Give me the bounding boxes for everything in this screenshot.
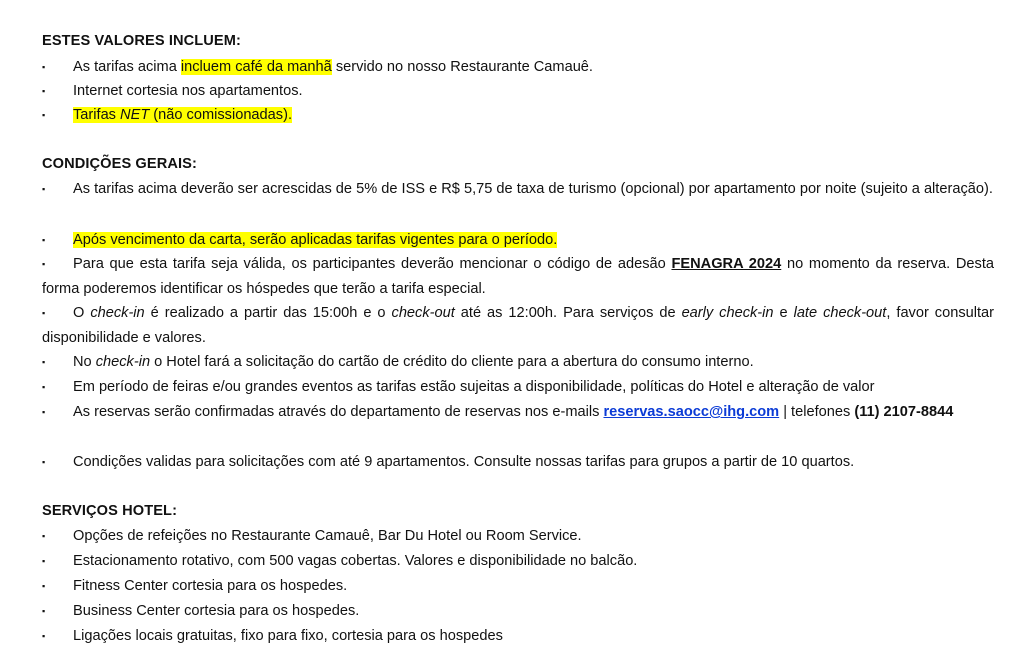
list-item: ▪ Em período de feiras e/ou grandes eventos as tarifas estão sujeitas a disponibilidade, políticas do Hotel e alteração de valor <box>42 375 994 400</box>
bullet-icon: ▪ <box>42 407 46 417</box>
list-item <box>42 228 994 253</box>
phone-number: (11) 2107-8844 <box>854 404 954 420</box>
conditions-heading: CONDIÇÕES GERAIS: <box>42 156 197 172</box>
bullet-icon: ▪ <box>42 86 46 96</box>
list-item <box>42 103 994 128</box>
bullet-icon: ▪ <box>42 62 46 72</box>
email-link[interactable]: reservas.saocc@ihg.com <box>603 404 780 420</box>
highlighted-text: incluem café da manhã <box>180 59 332 75</box>
bullet-icon: ▪ <box>42 184 46 194</box>
list-item: ▪ As reservas serão confirmadas através do departamento de reservas nos e-mails reservas.saocc@ihg.com | telefones (11) 2107-8844 <box>42 400 994 425</box>
bullet-icon: ▪ <box>42 308 46 318</box>
bullet-icon: ▪ <box>42 631 46 641</box>
bullet-icon: ▪ <box>42 556 46 566</box>
list-item: ▪ As tarifas acima incluem café da manhã servido no nosso Restaurante Camauê. <box>42 55 994 80</box>
bullet-icon: ▪ <box>42 235 46 245</box>
list-item: ▪ Para que esta tarifa seja válida, os participantes deverão mencionar o código de adesão FENAGRA 2024 no momento da reserva. Desta forma poderemos identificar os hóspedes que terão a tarifa especial. <box>42 252 994 301</box>
bullet-icon: ▪ <box>42 457 46 467</box>
bullet-icon: ▪ <box>42 606 46 616</box>
list-item: ▪ Business Center cortesia para os hospedes. <box>42 599 994 624</box>
list-item: ▪ No check-in o Hotel fará a solicitação do cartão de crédito do cliente para a abertura do consumo interno. <box>42 350 994 375</box>
list-item: ▪ Opções de refeições no Restaurante Camauê, Bar Du Hotel ou Room Service. <box>42 524 994 549</box>
list-item: ▪ Internet cortesia nos apartamentos. <box>42 79 994 104</box>
includes-heading: ESTES VALORES INCLUEM: <box>42 33 241 49</box>
event-code: FENAGRA 2024 <box>671 256 782 272</box>
list-item: ▪ Estacionamento rotativo, com 500 vagas cobertas. Valores e disponibilidade no balcão. <box>42 549 994 574</box>
bullet-icon: ▪ <box>42 357 46 367</box>
list-item: ▪ Condições validas para solicitações com até 9 apartamentos. Consulte nossas tarifas para grupos a partir de 10 quartos. <box>42 450 994 475</box>
list-item: ▪ As tarifas acima deverão ser acrescidas de 5% de ISS e R$ 5,75 de taxa de turismo (opcional) por apartamento por noite (sujeito a alteração). <box>42 177 994 202</box>
bullet-icon: ▪ <box>42 531 46 541</box>
highlighted-text: Após vencimento da carta, serão aplicadas tarifas vigentes para o período. <box>73 232 558 248</box>
bullet-icon: ▪ <box>42 382 46 392</box>
list-item: ▪ Fitness Center cortesia para os hospedes. <box>42 574 994 599</box>
bullet-icon: ▪ <box>42 110 46 120</box>
bullet-icon: ▪ <box>42 259 46 269</box>
services-heading: SERVIÇOS HOTEL: <box>42 503 178 519</box>
highlighted-text: Tarifas NET (não comissionadas). <box>73 107 292 123</box>
bullet-icon: ▪ <box>42 581 46 591</box>
list-item: ▪ O check-in é realizado a partir das 15:00h e o check-out até as 12:00h. Para serviços de early check-in e late check-out, favor consultar disponibilidade e valores. <box>42 301 994 350</box>
list-item: ▪ Ligações locais gratuitas, fixo para fixo, cortesia para os hospedes <box>42 624 994 649</box>
